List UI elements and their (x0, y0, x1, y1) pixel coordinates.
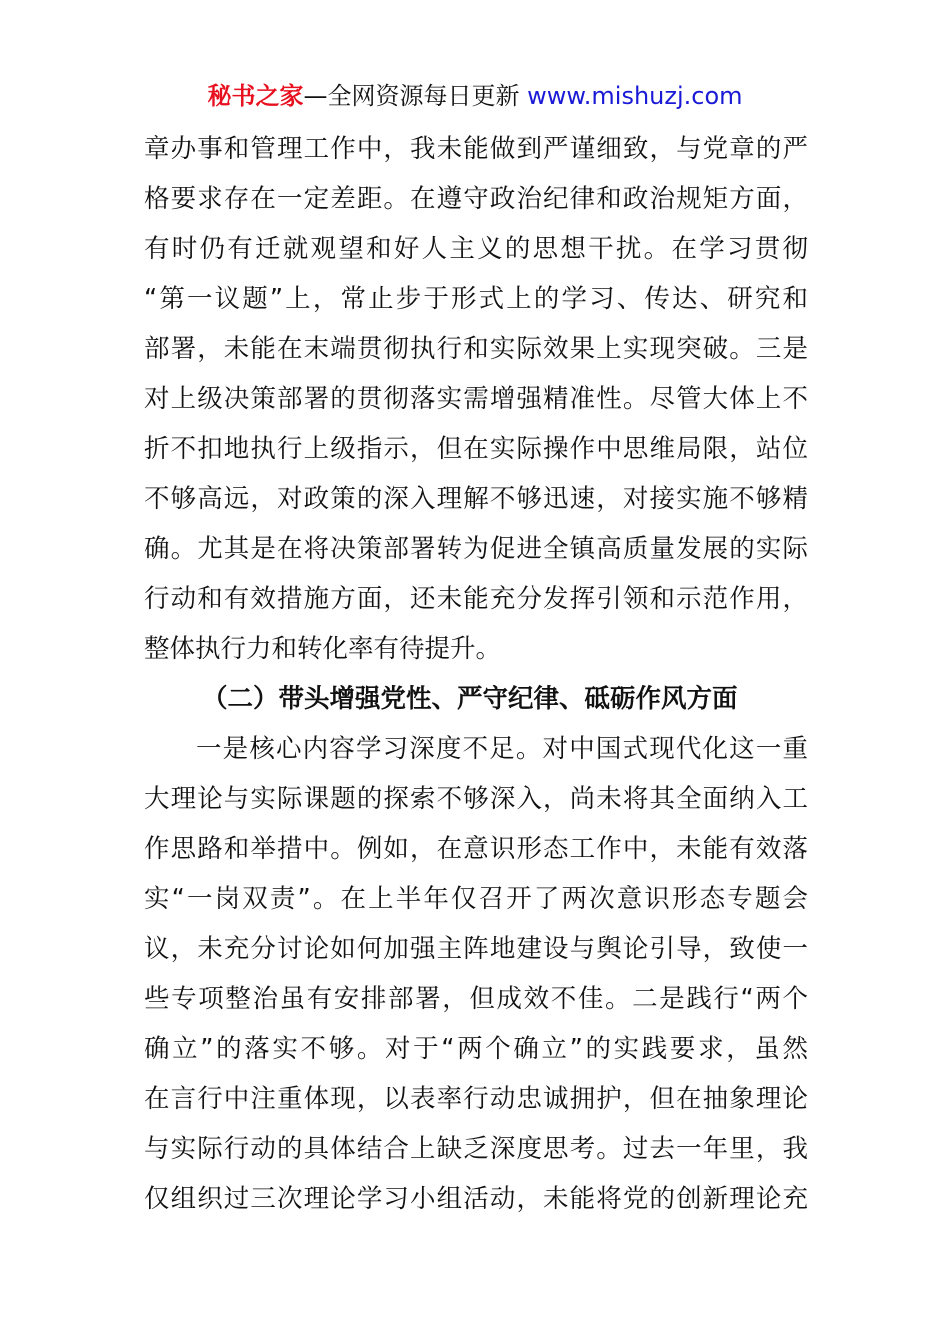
text-line: “第一议题”上，常止步于形式上的学习、传达、研究和 (144, 284, 808, 314)
text-line: 章办事和管理工作中，我未能做到严谨细致，与党章的严 (144, 134, 808, 164)
text-line: 整体执行力和转化率有待提升。 (144, 634, 502, 664)
text-line: 行动和有效措施方面，还未能充分发挥引领和示范作用， (144, 584, 808, 614)
text-line: 不够高远，对政策的深入理解不够迅速，对接实施不够精 (144, 484, 808, 514)
site-url-link[interactable]: www.mishuzj.com (527, 82, 743, 110)
text-line: 仅组织过三次理论学习小组活动，未能将党的创新理论充 (144, 1184, 808, 1214)
document-body (144, 124, 808, 1224)
text-line: 作思路和举措中。例如，在意识形态工作中，未能有效落 (144, 834, 808, 864)
text-line: 些专项整治虽有安排部署，但成效不佳。二是践行“两个 (144, 984, 808, 1014)
text-line: 实“一岗双责”。在上半年仅召开了两次意识形态专题会 (144, 884, 808, 914)
text-line: 大理论与实际课题的探索不够深入，尚未将其全面纳入工 (144, 784, 808, 814)
text-line: 确。尤其是在将决策部署转为促进全镇高质量发展的实际 (144, 534, 808, 564)
text-line: 在言行中注重体现，以表率行动忠诚拥护，但在抽象理论 (144, 1084, 808, 1114)
site-header (0, 78, 950, 114)
text-line: 议，未充分讨论如何加强主阵地建设与舆论引导，致使一 (144, 934, 808, 964)
text-line: 确立”的落实不够。对于“两个确立”的实践要求，虽然 (144, 1034, 808, 1064)
site-tagline: —全网资源每日更新 (303, 82, 528, 110)
text-line: 折不扣地执行上级指示，但在实际操作中思维局限，站位 (144, 434, 808, 464)
text-line: 部署，未能在末端贯彻执行和实际效果上实现突破。三是 (144, 334, 808, 364)
text-line: 一是核心内容学习深度不足。对中国式现代化这一重 (196, 734, 808, 764)
text-line: 对上级决策部署的贯彻落实需增强精准性。尽管大体上不 (144, 384, 808, 414)
text-line: 格要求存在一定差距。在遵守政治纪律和政治规矩方面， (144, 184, 808, 214)
section-heading: （二）带头增强党性、严守纪律、砥砺作风方面 (202, 684, 738, 714)
text-line: 有时仍有迁就观望和好人主义的思想干扰。在学习贯彻 (144, 234, 808, 264)
text-line: 与实际行动的具体结合上缺乏深度思考。过去一年里，我 (144, 1134, 808, 1164)
site-brand: 秘书之家 (207, 82, 304, 110)
